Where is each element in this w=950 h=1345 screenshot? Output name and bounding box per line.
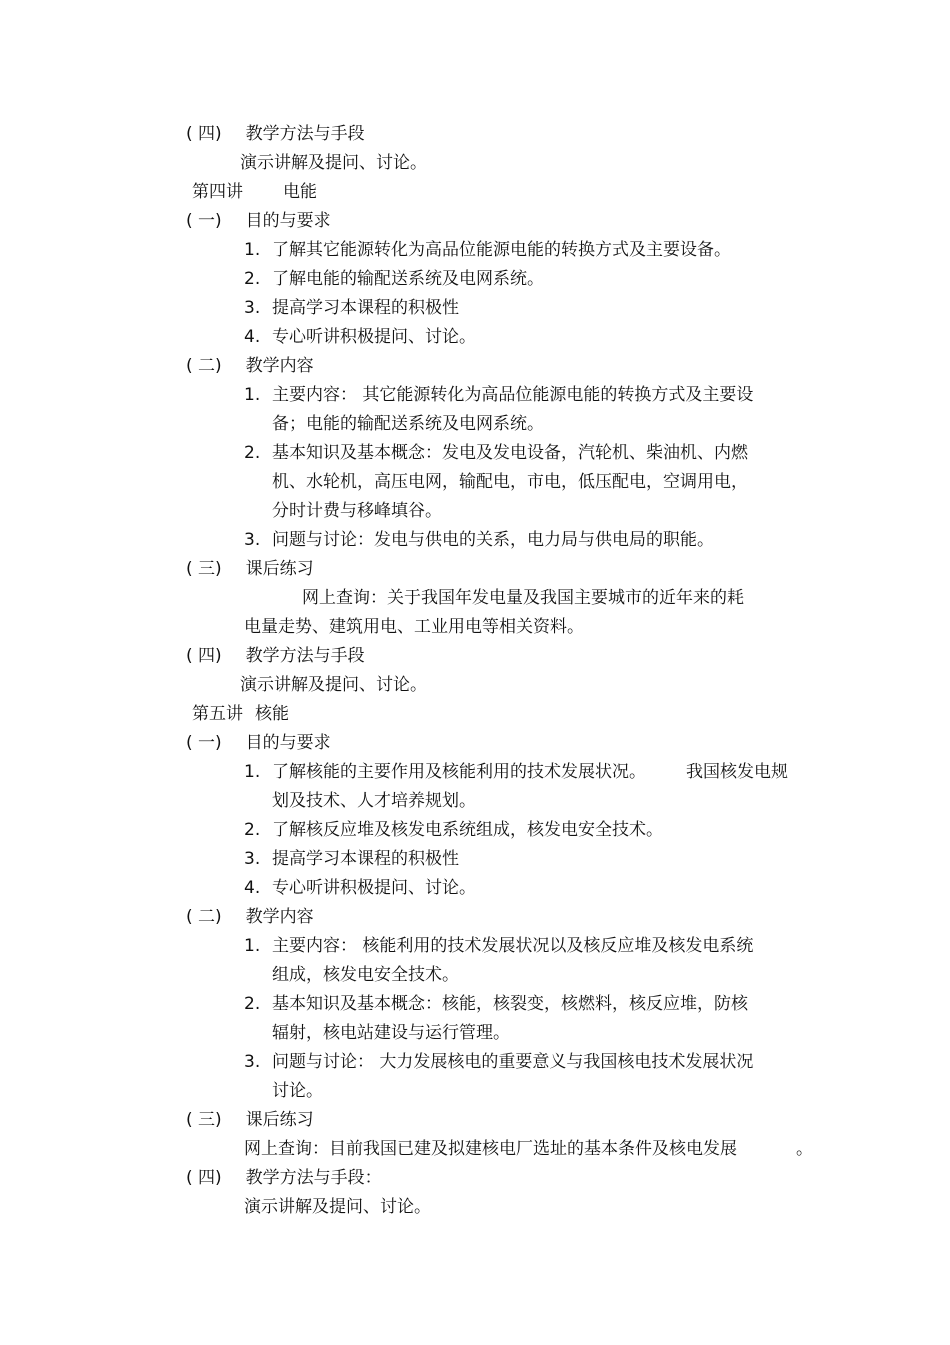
lecture-heading bbox=[192, 703, 289, 725]
lecture-number: 第五讲 bbox=[192, 704, 243, 724]
section-heading bbox=[186, 123, 365, 145]
paragraph: 演示讲解及提问、讨论。 bbox=[240, 675, 427, 695]
section-title: 教学内容 bbox=[245, 907, 314, 927]
section-heading bbox=[186, 210, 331, 232]
section-title: 课后练习 bbox=[245, 559, 314, 579]
section-number: ( 三) bbox=[186, 559, 222, 579]
section-heading bbox=[186, 1109, 314, 1131]
list-item: 3. 问题与讨论：发电与供电的关系，电力局与供电局的职能。 bbox=[244, 530, 714, 550]
section-heading bbox=[186, 355, 314, 377]
trailing-period: 。 bbox=[796, 1139, 813, 1159]
section-title: 目的与要求 bbox=[245, 211, 331, 231]
lecture-heading bbox=[192, 181, 317, 203]
list-item-continuation: 备；电能的输配送系统及电网系统。 bbox=[272, 414, 544, 434]
list-item: 2. 基本知识及基本概念：发电及发电设备，汽轮机、柴油机、内燃 bbox=[244, 443, 748, 463]
list-item-continuation: 机、水轮机，高压电网，输配电，市电，低压配电，空调用电， bbox=[272, 472, 748, 492]
section-title: 课后练习 bbox=[245, 1110, 314, 1130]
list-item: 1. 了解其它能源转化为高品位能源电能的转换方式及主要设备。 bbox=[244, 240, 731, 260]
list-item: 4. 专心听讲积极提问、讨论。 bbox=[244, 878, 476, 898]
paragraph: 网上查询：目前我国已建及拟建核电厂选址的基本条件及核电发展 bbox=[244, 1139, 737, 1159]
section-title: 教学内容 bbox=[245, 356, 314, 376]
section-number: ( 一) bbox=[186, 733, 222, 753]
section-heading bbox=[186, 1167, 382, 1189]
section-title: 教学方法与手段 bbox=[245, 124, 365, 144]
list-item: 1. 主要内容： 其它能源转化为高品位能源电能的转换方式及主要设 bbox=[244, 385, 754, 405]
section-number: ( 一) bbox=[186, 211, 222, 231]
list-item: 3. 提高学习本课程的积极性 bbox=[244, 849, 459, 869]
list-item: 2. 了解核反应堆及核发电系统组成，核发电安全技术。 bbox=[244, 820, 663, 840]
list-item: 3. 问题与讨论： 大力发展核电的重要意义与我国核电技术发展状况 bbox=[244, 1052, 754, 1072]
section-title: 目的与要求 bbox=[245, 733, 331, 753]
list-item: 3. 提高学习本课程的积极性 bbox=[244, 298, 459, 318]
paragraph: 演示讲解及提问、讨论。 bbox=[244, 1197, 431, 1217]
list-item: 4. 专心听讲积极提问、讨论。 bbox=[244, 327, 476, 347]
lecture-title: 电能 bbox=[283, 182, 317, 202]
list-item-continuation: 划及技术、人才培养规划。 bbox=[272, 791, 476, 811]
paragraph: 演示讲解及提问、讨论。 bbox=[240, 153, 427, 173]
section-number: ( 二) bbox=[186, 356, 222, 376]
list-item-continuation: 分时计费与移峰填谷。 bbox=[272, 501, 442, 521]
list-item: 2. 基本知识及基本概念：核能，核裂变，核燃料，核反应堆，防核 bbox=[244, 994, 748, 1014]
list-item-continuation: 辐射，核电站建设与运行管理。 bbox=[272, 1023, 510, 1043]
section-number: ( 四) bbox=[186, 646, 222, 666]
section-number: ( 四) bbox=[186, 1168, 222, 1188]
section-heading bbox=[186, 906, 314, 928]
list-item-continuation: 讨论。 bbox=[272, 1081, 323, 1101]
section-heading bbox=[186, 645, 365, 667]
section-heading bbox=[186, 558, 314, 580]
section-title: 教学方法与手段： bbox=[245, 1168, 382, 1188]
section-number: ( 四) bbox=[186, 124, 222, 144]
list-item: 1. 主要内容： 核能利用的技术发展状况以及核反应堆及核发电系统 bbox=[244, 936, 754, 956]
list-item: 1. 了解核能的主要作用及核能利用的技术发展状况。 我国核发电规 bbox=[244, 762, 788, 782]
list-item-continuation: 组成，核发电安全技术。 bbox=[272, 965, 459, 985]
lecture-title: 核能 bbox=[255, 704, 289, 724]
section-number: ( 三) bbox=[186, 1110, 222, 1130]
section-heading bbox=[186, 732, 331, 754]
section-number: ( 二) bbox=[186, 907, 222, 927]
list-item: 2. 了解电能的输配送系统及电网系统。 bbox=[244, 269, 544, 289]
lecture-number: 第四讲 bbox=[192, 182, 243, 202]
section-title: 教学方法与手段 bbox=[245, 646, 365, 666]
paragraph: 网上查询：关于我国年发电量及我国主要城市的近年来的耗 bbox=[302, 588, 744, 608]
paragraph-continuation: 电量走势、建筑用电、工业用电等相关资料。 bbox=[244, 617, 584, 637]
